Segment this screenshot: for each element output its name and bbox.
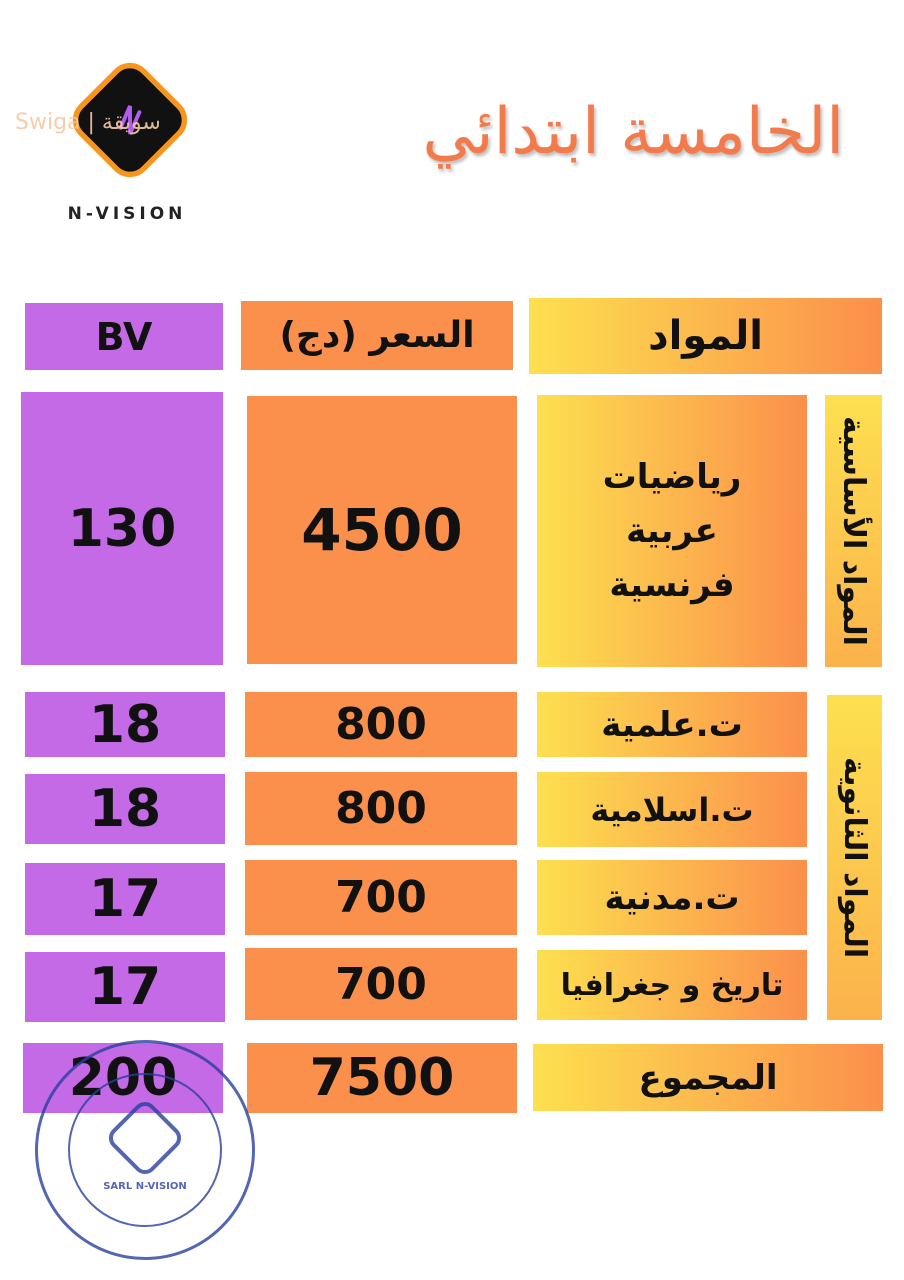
price-cell: 800 <box>245 772 517 845</box>
header-price: السعر (دج) <box>241 301 513 370</box>
basic-price: 4500 <box>247 396 517 664</box>
basic-subjects <box>537 395 807 667</box>
bv-cell: 18 <box>25 692 225 757</box>
bv-cell: 18 <box>25 774 225 844</box>
total-price: 7500 <box>247 1043 517 1113</box>
bv-cell: 17 <box>25 952 225 1022</box>
watermark-logo: Swiga | سويقة <box>15 110 161 135</box>
total-bv: 200 <box>23 1043 223 1113</box>
price-cell: 700 <box>245 860 517 935</box>
header-subjects: المواد <box>529 298 882 374</box>
basic-bv: 130 <box>21 392 223 665</box>
subject-cell: ت.علمية <box>537 692 807 757</box>
subject-cell: ت.مدنية <box>537 860 807 935</box>
subject-cell: ت.اسلامية <box>537 772 807 847</box>
total-label: المجموع <box>533 1044 883 1111</box>
group-label-secondary: المواد الثانوية <box>827 695 882 1020</box>
bv-cell: 17 <box>25 863 225 935</box>
subject: فرنسية <box>609 565 735 605</box>
price-cell: 800 <box>245 692 517 757</box>
subject: رياضيات <box>602 457 742 497</box>
stamp-text: SARL N-VISION <box>103 1180 187 1192</box>
subject: عربية <box>626 511 718 551</box>
page-title: الخامسة ابتدائي <box>422 95 844 169</box>
group-label-basic: المواد الأساسية <box>825 395 882 667</box>
header-bv: BV <box>25 303 223 370</box>
brand-name: N-VISION <box>67 204 187 224</box>
subject-cell: تاريخ و جغرافيا <box>537 950 807 1020</box>
company-stamp <box>35 1040 255 1260</box>
price-cell: 700 <box>245 948 517 1020</box>
